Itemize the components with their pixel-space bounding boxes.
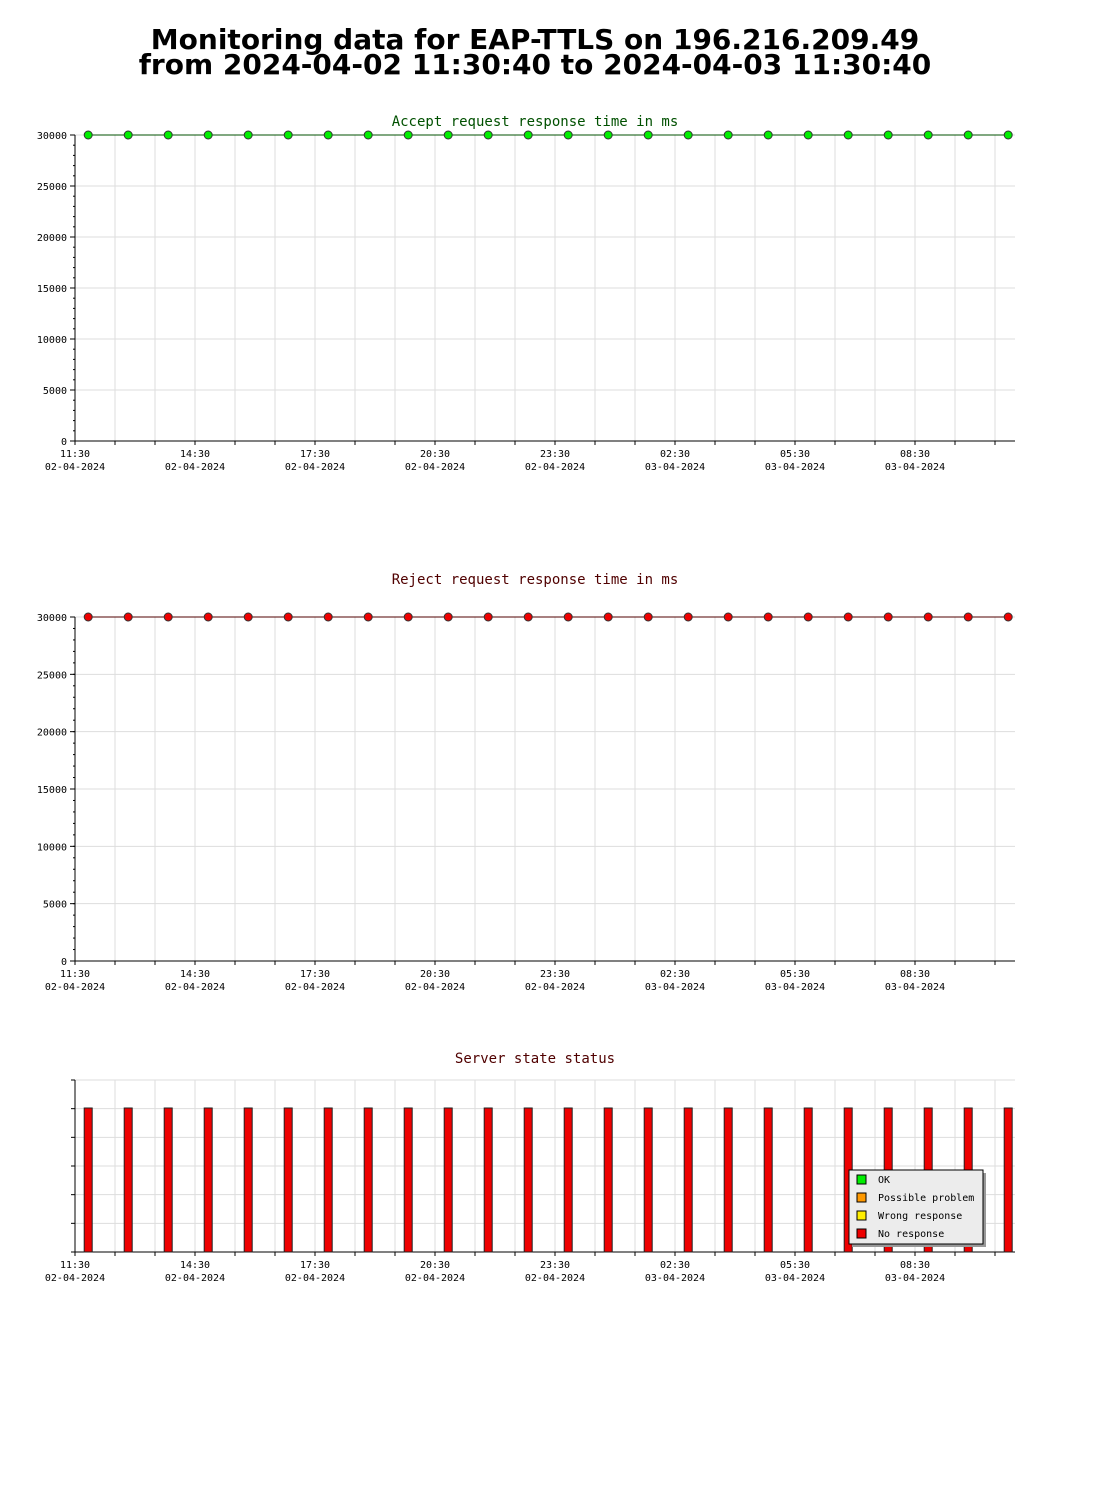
reject-data-point <box>604 613 612 621</box>
accept-data-point <box>404 131 412 139</box>
status-bar <box>364 1108 372 1252</box>
reject-x-tick-time: 02:30 <box>659 969 691 980</box>
status-x-tick-time: 14:30 <box>179 1260 211 1271</box>
accept-data-point <box>804 131 812 139</box>
reject-data-point <box>764 613 772 621</box>
accept-x-tick-time: 11:30 <box>59 449 91 460</box>
accept-data-point <box>1004 131 1012 139</box>
accept-data-point <box>844 131 852 139</box>
status-bar <box>644 1108 652 1252</box>
reject-x-tick-date: 03-04-2024 <box>764 982 826 993</box>
accept-data-point <box>604 131 612 139</box>
accept-data-point <box>364 131 372 139</box>
accept-data-point <box>444 131 452 139</box>
page-title-line-2: from 2024-04-02 11:30:40 to 2024-04-03 11:30:40 <box>138 48 932 81</box>
status-x-tick-time: 02:30 <box>659 1260 691 1271</box>
reject-y-tick-label: 30000 <box>36 613 67 624</box>
status-x-tick-date: 02-04-2024 <box>524 1273 586 1284</box>
reject-x-tick-time: 17:30 <box>299 969 331 980</box>
accept-data-point <box>564 131 572 139</box>
status-x-tick-time: 11:30 <box>59 1260 91 1271</box>
status-legend <box>849 1170 986 1247</box>
reject-data-point <box>164 613 172 621</box>
reject-y-tick-label: 5000 <box>42 899 67 911</box>
reject-x-tick-date: 02-04-2024 <box>284 982 346 993</box>
accept-response-chart <box>37 114 1015 473</box>
reject-x-tick-time: 14:30 <box>179 969 211 980</box>
accept-x-tick-time: 23:30 <box>539 449 571 460</box>
reject-x-tick-date: 02-04-2024 <box>44 982 106 993</box>
reject-x-tick-date: 03-04-2024 <box>644 982 706 993</box>
reject-y-tick-label: 15000 <box>36 785 67 796</box>
accept-data-point <box>324 131 332 139</box>
reject-x-tick-date: 02-04-2024 <box>524 982 586 993</box>
status-x-tick-time: 05:30 <box>779 1260 811 1271</box>
accept-x-tick-time: 14:30 <box>179 449 211 460</box>
reject-y-tick-label: 25000 <box>36 670 67 682</box>
reject-response-chart <box>37 572 1015 993</box>
accept-x-tick-date: 02-04-2024 <box>284 462 346 473</box>
reject-data-point <box>84 613 92 621</box>
status-bar <box>484 1108 492 1252</box>
reject-x-tick-date: 03-04-2024 <box>884 982 946 993</box>
status-x-tick-time: 20:30 <box>419 1260 451 1271</box>
status-x-tick-date: 03-04-2024 <box>644 1273 706 1284</box>
status-bar <box>1004 1108 1012 1252</box>
reject-y-tick-label: 10000 <box>36 842 67 854</box>
reject-data-point <box>364 613 372 621</box>
accept-x-tick-time: 17:30 <box>299 449 331 460</box>
status-bar <box>124 1108 132 1252</box>
reject-data-point <box>284 613 292 621</box>
accept-data-point <box>244 131 252 139</box>
accept-y-tick-label: 30000 <box>36 131 67 142</box>
reject-x-tick-time: 23:30 <box>539 969 571 980</box>
reject-data-point <box>1004 613 1012 621</box>
accept-y-tick-label: 5000 <box>42 386 67 397</box>
accept-y-tick-label: 15000 <box>36 284 67 295</box>
reject-x-tick-time: 08:30 <box>899 969 931 980</box>
legend-swatch <box>857 1211 866 1220</box>
status-bar <box>684 1108 692 1252</box>
reject-data-point <box>804 613 812 621</box>
status-bar <box>164 1108 172 1252</box>
status-bar <box>724 1108 732 1252</box>
reject-data-point <box>924 613 932 621</box>
accept-y-tick-label: 20000 <box>36 233 67 244</box>
accept-x-tick-date: 02-04-2024 <box>404 462 466 473</box>
status-bar <box>244 1108 252 1252</box>
accept-x-tick-date: 03-04-2024 <box>644 462 706 473</box>
reject-data-point <box>324 613 332 621</box>
status-x-tick-time: 17:30 <box>299 1260 331 1271</box>
accept-chart-title: Accept request response time in ms <box>391 114 679 130</box>
legend-label: Wrong response <box>878 1211 963 1222</box>
page-title-line-1: Monitoring data for EAP-TTLS on 196.216.209.49 <box>150 23 920 56</box>
reject-data-point <box>884 613 892 621</box>
status-x-tick-date: 03-04-2024 <box>764 1273 826 1284</box>
status-chart-title: Server state status <box>454 1051 616 1067</box>
reject-data-point <box>724 613 732 621</box>
accept-x-tick-date: 02-04-2024 <box>164 462 226 473</box>
reject-data-point <box>964 613 972 621</box>
accept-x-tick-date: 03-04-2024 <box>884 462 946 473</box>
accept-data-point <box>884 131 892 139</box>
accept-data-point <box>724 131 732 139</box>
status-bar <box>524 1108 532 1252</box>
accept-x-tick-date: 03-04-2024 <box>764 462 826 473</box>
status-x-tick-time: 23:30 <box>539 1260 571 1271</box>
accept-data-point <box>124 131 132 139</box>
accept-data-point <box>684 131 692 139</box>
accept-data-point <box>84 131 92 139</box>
status-x-tick-date: 03-04-2024 <box>884 1273 946 1284</box>
legend-swatch <box>857 1193 866 1202</box>
legend-label: Possible problem <box>878 1193 975 1204</box>
status-bar <box>564 1108 572 1252</box>
legend-swatch <box>857 1229 866 1238</box>
status-bar <box>604 1108 612 1252</box>
accept-y-tick-label: 0 <box>60 437 67 448</box>
reject-y-tick-label: 0 <box>60 957 67 968</box>
status-x-tick-date: 02-04-2024 <box>44 1273 106 1284</box>
status-bar <box>404 1108 412 1252</box>
accept-data-point <box>484 131 492 139</box>
reject-data-point <box>404 613 412 621</box>
accept-x-tick-time: 08:30 <box>899 449 931 460</box>
accept-data-point <box>924 131 932 139</box>
reject-data-point <box>564 613 572 621</box>
reject-data-point <box>444 613 452 621</box>
accept-data-point <box>764 131 772 139</box>
status-bar <box>204 1108 212 1252</box>
accept-data-point <box>524 131 532 139</box>
accept-data-point <box>964 131 972 139</box>
legend-swatch <box>857 1175 866 1184</box>
reject-x-tick-time: 11:30 <box>59 969 91 980</box>
status-x-tick-date: 02-04-2024 <box>284 1273 346 1284</box>
accept-data-point <box>284 131 292 139</box>
reject-data-point <box>244 613 252 621</box>
legend-label: No response <box>878 1229 945 1240</box>
accept-x-tick-date: 02-04-2024 <box>44 462 106 473</box>
status-bar <box>84 1108 92 1252</box>
accept-x-tick-date: 02-04-2024 <box>524 462 586 473</box>
accept-data-point <box>204 131 212 139</box>
accept-y-tick-label: 10000 <box>36 335 67 346</box>
status-bar <box>284 1108 292 1252</box>
reject-x-tick-date: 02-04-2024 <box>164 982 226 993</box>
accept-x-tick-time: 05:30 <box>779 449 811 460</box>
reject-data-point <box>644 613 652 621</box>
status-bar <box>804 1108 812 1252</box>
reject-y-tick-label: 20000 <box>36 727 67 739</box>
reject-x-tick-date: 02-04-2024 <box>404 982 466 993</box>
status-x-tick-time: 08:30 <box>899 1260 931 1271</box>
reject-data-point <box>684 613 692 621</box>
status-bar <box>764 1108 772 1252</box>
status-bar <box>324 1108 332 1252</box>
status-bar <box>444 1108 452 1252</box>
accept-data-point <box>164 131 172 139</box>
reject-data-point <box>484 613 492 621</box>
status-x-tick-date: 02-04-2024 <box>404 1273 466 1284</box>
reject-data-point <box>844 613 852 621</box>
accept-y-tick-label: 25000 <box>36 182 67 193</box>
status-x-tick-date: 02-04-2024 <box>164 1273 226 1284</box>
reject-chart-title: Reject request response time in ms <box>391 572 679 588</box>
server-status-chart <box>45 1051 1015 1284</box>
reject-x-tick-time: 20:30 <box>419 969 451 980</box>
reject-data-point <box>204 613 212 621</box>
reject-data-point <box>124 613 132 621</box>
reject-data-point <box>524 613 532 621</box>
accept-data-point <box>644 131 652 139</box>
accept-x-tick-time: 20:30 <box>419 449 451 460</box>
accept-x-tick-time: 02:30 <box>659 449 691 460</box>
reject-x-tick-time: 05:30 <box>779 969 811 980</box>
legend-label: OK <box>878 1175 891 1186</box>
